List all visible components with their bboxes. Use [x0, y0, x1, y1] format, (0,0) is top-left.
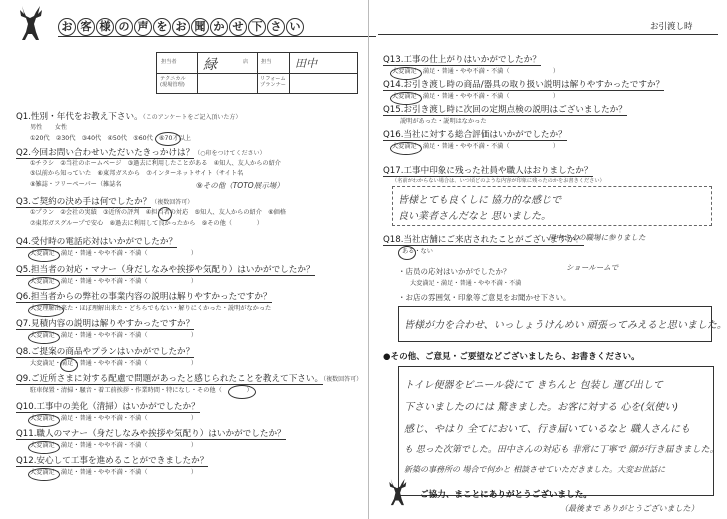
right-page-title: お引渡し時 — [650, 22, 693, 32]
q17-note: （名前がわからない場合は、いつ頃どのような内容が印象に残ったのかをお書きください） — [392, 178, 605, 184]
reform-label: リフォーム プランナー — [260, 76, 286, 88]
title-char: を — [153, 18, 171, 36]
q8-scale: 大変満足・満足・普通・やや不満・不満（ ） — [30, 360, 198, 367]
title-char: 客 — [77, 18, 95, 36]
q12-circle-mark — [28, 468, 60, 481]
q16-circle-mark — [390, 142, 422, 155]
q17-answer-line1: 皆様とても良くしに 協力的な感じで — [398, 195, 562, 206]
q18-impression-q: ・お店の雰囲気・印象等ご意見をお聞かせ下さい。 — [398, 293, 571, 302]
q11-scale: 大変満足・満足・普通・やや不満・不満（ ） — [30, 442, 198, 449]
table-divider-v3 — [289, 53, 290, 93]
deer-footer-logo — [380, 472, 414, 512]
q16-scale: 大変満足・満足・普通・やや不満・不満（ ） — [392, 143, 560, 150]
q12-label: Q12.安心して工事を進めることができましたか？ — [16, 456, 209, 466]
table-divider-v2 — [257, 53, 258, 93]
tanto-label: 担当者 — [161, 59, 177, 65]
q11-circle-mark — [28, 441, 60, 454]
other-line-5: 新築の事務所の 場合で何かと 相談させていただきました。大変お世話に — [404, 465, 666, 474]
right-title-underline — [378, 34, 718, 35]
table-divider-v1 — [197, 53, 198, 93]
q4-circle-mark — [28, 249, 60, 262]
title-underline — [58, 36, 376, 37]
q18-note1: 田中さんの職場に参りました — [548, 233, 646, 242]
q2-label: Q2.今回お問い合わせいただいたきっかけは？（○印をつけてください） — [16, 148, 266, 158]
thanks-text: ご協力、まことにありがとうございました。 — [420, 490, 592, 500]
other-label: ●その他、ご意見・ご要望などございましたら、お書きください。 — [383, 352, 640, 362]
page-title — [58, 15, 305, 36]
q15-opts: 説明があった・説明はなかった — [400, 118, 487, 125]
q13-circle-mark — [390, 67, 422, 80]
tanto2-value: 田中 — [295, 57, 317, 70]
q1-label: Q1.性別・年代をお教え下さい。（このアンケートをご記入頂いた方） — [16, 112, 242, 122]
title-char: 聞 — [191, 18, 209, 36]
q2-other-answer: ⑨その他（TOTO展示場） — [196, 181, 284, 190]
tanto-value: 緑 — [203, 57, 217, 73]
q1-circle-mark — [155, 132, 181, 146]
title-char: さ — [267, 18, 285, 36]
title-char: い — [286, 18, 304, 36]
title-char: の — [115, 18, 133, 36]
staff-table — [156, 52, 358, 94]
q14-circle-mark — [390, 92, 422, 105]
title-char: お — [172, 18, 190, 36]
q7-scale: 大変満足・満足・普通・やや不満・不満（ ） — [30, 332, 198, 339]
q18-label: Q18.当社店舗にご来店されたことがございますか？ — [383, 235, 584, 245]
title-char: お — [58, 18, 76, 36]
q4-scale: 大変満足・満足・普通・やや不満・不満（ ） — [30, 250, 198, 257]
deer-logo — [8, 2, 52, 44]
q17-label: Q17.工事中印象に残った社員や職人はおりましたか？ — [383, 166, 593, 176]
q7-circle-mark — [28, 331, 60, 344]
title-char: せ — [229, 18, 247, 36]
q13-scale: 大変満足・満足・普通・やや不満・不満（ ） — [392, 68, 560, 75]
q12-scale: 大変満足・満足・普通・やや不満・不満（ ） — [30, 469, 198, 476]
q9-circle-mark — [228, 385, 256, 399]
q2-opts3: ⑧雑誌・フリーペーパー（雑誌名 — [30, 181, 122, 188]
q16-label: Q16.当社に対する総合評価はいかがでしたか？ — [383, 130, 567, 140]
q7-label: Q7.見積内容の説明は解りやすかったですか？ — [16, 319, 195, 329]
q10-circle-mark — [28, 414, 60, 427]
page-divider — [368, 0, 369, 519]
q10-label: Q10.工事中の美化（清掃）はいかがでしたか？ — [16, 402, 200, 412]
q8-label: Q8.ご提案の商品やプランはいかがでしたか？ — [16, 347, 195, 357]
title-char: 様 — [96, 18, 114, 36]
q5-scale: 大変満足・満足・普通・やや不満・不満（ ） — [30, 278, 198, 285]
q17-answer-line2: 良い業者さんだなと 思いました。 — [398, 211, 552, 222]
q3-circle-mark — [158, 207, 172, 221]
q6-scale: 大変理解出来た・ほぼ理解出来た・どちらでもない・解りにくかった・説明がなかった — [30, 305, 272, 312]
q18-staff-scale: 大変満足・満足・普通・やや不満・不満 — [410, 280, 522, 287]
page-title-banner — [58, 12, 378, 42]
ten-label: 店 — [243, 59, 249, 65]
q18-circle-mark — [398, 246, 416, 260]
q10-scale: 大変満足・満足・普通・やや不満・不満（ ） — [30, 415, 198, 422]
title-char: か — [210, 18, 228, 36]
q18-yesno: ある・ない — [402, 248, 433, 255]
footer-handwritten: （最後まで ありがとうございました） — [560, 504, 699, 513]
technical-label: テクニカル (現場管理) — [160, 76, 186, 88]
title-char: 声 — [134, 18, 152, 36]
q14-scale: 大変満足・満足・普通・やや不満・不満（ ） — [392, 93, 560, 100]
q1-gender: 男性 女性 — [30, 124, 68, 131]
q6-circle-mark — [28, 304, 64, 317]
q3-label: Q3.ご契約の決め手は何でしたか？（複数回答可） — [16, 197, 194, 207]
q9-opts: 駐車保置・清掃・騒音・着工前挨拶・作業時間・特になし・その他（ ） — [30, 387, 253, 394]
q11-label: Q11.職人のマナー（身だしなみや挨拶や気配り）はいかがでしたか？ — [16, 429, 286, 439]
q8-circle-mark — [60, 358, 78, 372]
other-line-1: トイレ便器をビニール袋にて きちんと 包装し 運び出して — [404, 380, 663, 391]
q4-label: Q4.受付時の電話応対はいかがでしたか？ — [16, 237, 178, 247]
q9-label: Q9.ご近所さまに対する配慮で問題があったと感じられたことを教えて下さい。（複数回答可） — [16, 374, 363, 384]
title-char: 下 — [248, 18, 266, 36]
tanto2-label: 担当 — [261, 59, 272, 65]
other-line-2: 下さいましたのには 驚きました。お客に対する 心を(気使い) — [404, 402, 679, 413]
other-line-4: も 思った次第でした。田中さんの対応も 非常に丁寧で 顔が行き届きました。 — [404, 445, 719, 455]
q5-label: Q5.担当者の対応・マナー（身だしなみや挨拶や気配り）はいかがでしたか？ — [16, 265, 315, 275]
q14-label: Q14.お引き渡し時の商品/器具の取り扱い説明は解りやすかったですか？ — [383, 80, 665, 90]
q15-label: Q15.お引き渡し時に次回の定期点検の説明はございましたか？ — [383, 105, 627, 115]
q2-opts2: ⑤以前から知っていた ⑥東邦ガスから ⑦インターネットサイト（サイト名 — [30, 170, 244, 177]
q1-ages: ①20代 ②30代 ③40代 ④50代 ⑤60代 ⑥70才以上 — [30, 135, 191, 142]
q6-label: Q6.担当者からの弊社の事業内容の説明は解りやすかったですか？ — [16, 292, 272, 302]
q13-label: Q13.工事の仕上がりはいかがでしたか？ — [383, 55, 541, 65]
q5-circle-mark — [28, 277, 60, 290]
q3-opts2: ⑦東邦ガスグループで安心 ⑧過去に利用して良かったから ⑨その他（ ） — [30, 220, 263, 227]
q18-note2: ショールームで — [566, 263, 619, 272]
q3-opts1: ①プラン ②会社の実績 ③近所の評判 ④担当者の対応 ⑤知人、友人からの紹介 ⑥価格 — [30, 209, 287, 216]
other-line-3: 感じ、やはり 全てにおいて、行き届いているなと 職人さんにも — [404, 424, 691, 435]
q2-opts1: ①チラシ ②当社のホームページ ③過去に利用したことがある ④知人、友人からの紹介 — [30, 160, 281, 167]
q18-staff-q: ・店员の応対はいかがでしたか？ — [398, 267, 511, 276]
q18-impression-answer: 皆様が力を合わせ、いっしょうけんめい 頑張ってみえると思いました。 — [404, 320, 727, 331]
